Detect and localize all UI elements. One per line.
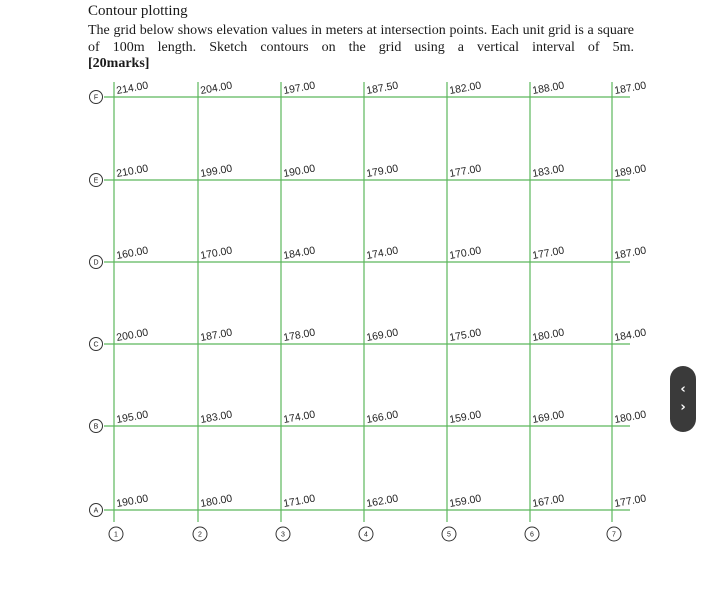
elevation-value-C4: 169.00 — [365, 326, 400, 344]
elevation-value-A7: 177.00 — [613, 492, 648, 510]
elevation-value-D3: 184.00 — [282, 244, 317, 262]
elevation-value-C2: 187.00 — [199, 326, 234, 344]
elevation-value-F5: 182.00 — [448, 79, 483, 97]
elevation-value-C7: 184.00 — [613, 326, 648, 344]
elevation-value-C3: 178.00 — [282, 326, 317, 344]
elevation-value-E4: 179.00 — [365, 162, 400, 180]
marks-label: [20marks] — [88, 56, 150, 71]
elevation-value-B3: 174.00 — [282, 408, 317, 426]
col-label-7: 7 — [612, 531, 616, 539]
page-title: Contour plotting — [88, 3, 188, 19]
elevation-value-E7: 189.00 — [613, 162, 648, 180]
elevation-value-C6: 180.00 — [531, 326, 566, 344]
col-label-5: 5 — [447, 531, 451, 539]
elevation-value-C5: 175.00 — [448, 326, 483, 344]
elevation-value-D5: 170.00 — [448, 244, 483, 262]
col-label-4: 4 — [364, 531, 368, 539]
elevation-value-F2: 204.00 — [199, 79, 234, 97]
page-nav-control[interactable] — [670, 366, 696, 432]
elevation-value-F3: 197.00 — [282, 79, 317, 97]
elevation-value-B7: 180.00 — [613, 408, 648, 426]
elevation-value-B4: 166.00 — [365, 408, 400, 426]
row-label-B: B — [93, 423, 99, 431]
col-label-1: 1 — [114, 531, 118, 539]
row-label-C: C — [93, 341, 99, 349]
elevation-value-E6: 183.00 — [531, 162, 566, 180]
row-label-E: E — [93, 177, 99, 185]
elevation-value-D7: 187.00 — [613, 244, 648, 262]
elevation-value-B5: 159.00 — [448, 408, 483, 426]
row-label-F: F — [93, 94, 99, 102]
elevation-value-F4: 187.50 — [365, 79, 400, 97]
chevron-left-icon[interactable]: ‹ — [680, 382, 686, 397]
elevation-value-F7: 187.00 — [613, 79, 648, 97]
elevation-value-C1: 200.00 — [115, 326, 150, 344]
elevation-value-A1: 190.00 — [115, 492, 150, 510]
elevation-value-E5: 177.00 — [448, 162, 483, 180]
elevation-value-E1: 210.00 — [115, 162, 150, 180]
elevation-value-E3: 190.00 — [282, 162, 317, 180]
row-label-D: D — [93, 259, 99, 267]
elevation-value-B2: 183.00 — [199, 408, 234, 426]
elevation-value-A2: 180.00 — [199, 492, 234, 510]
elevation-value-A4: 162.00 — [365, 492, 400, 510]
elevation-value-D6: 177.00 — [531, 244, 566, 262]
chevron-right-icon[interactable]: › — [680, 400, 686, 415]
col-label-2: 2 — [198, 531, 202, 539]
row-label-A: A — [93, 507, 99, 515]
col-label-6: 6 — [530, 531, 534, 539]
elevation-value-F6: 188.00 — [531, 79, 566, 97]
col-label-3: 3 — [281, 531, 285, 539]
question-text: The grid below shows elevation values in meters at intersection points. Each unit grid is a square of 100m length. Sketch contours on the grid using a vertical interval of 5m. — [88, 23, 634, 55]
elevation-value-D1: 160.00 — [115, 244, 150, 262]
elevation-value-E2: 199.00 — [199, 162, 234, 180]
elevation-value-D2: 170.00 — [199, 244, 234, 262]
elevation-value-F1: 214.00 — [115, 79, 150, 97]
elevation-value-B6: 169.00 — [531, 408, 566, 426]
elevation-value-B1: 195.00 — [115, 408, 150, 426]
elevation-value-A6: 167.00 — [531, 492, 566, 510]
elevation-value-D4: 174.00 — [365, 244, 400, 262]
elevation-value-A5: 159.00 — [448, 492, 483, 510]
elevation-value-A3: 171.00 — [282, 492, 317, 510]
